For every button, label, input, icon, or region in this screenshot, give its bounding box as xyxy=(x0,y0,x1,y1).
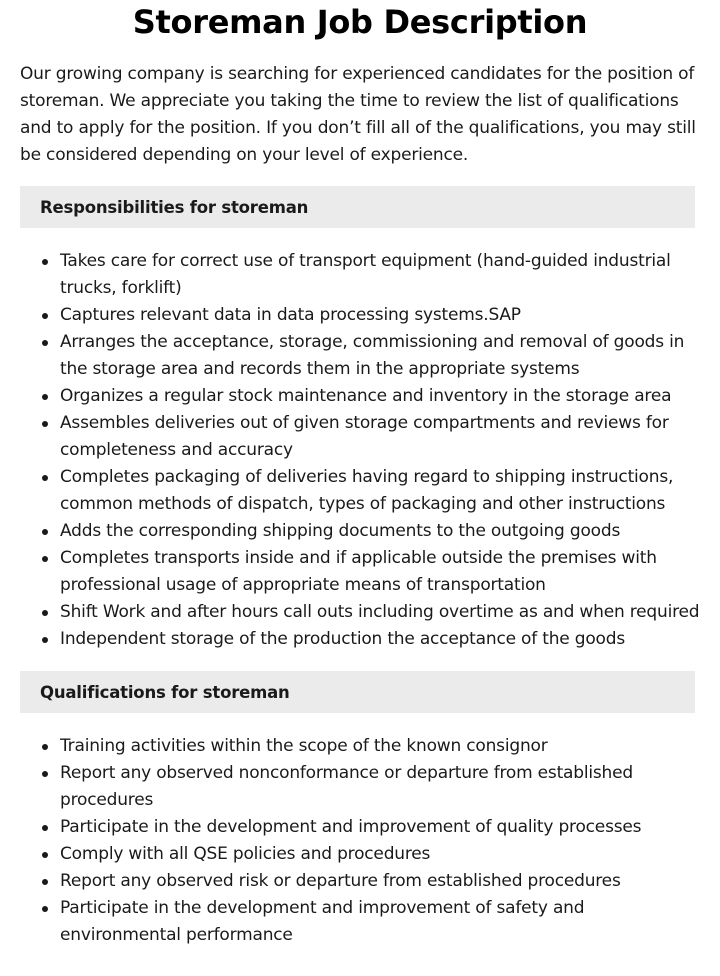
list-item xyxy=(60,760,700,814)
list-item xyxy=(60,383,700,410)
bullet-icon xyxy=(42,529,48,535)
list-item xyxy=(60,868,700,895)
list-item-text: Shift Work and after hours call outs including overtime as and when required xyxy=(60,602,700,622)
bullet-icon xyxy=(42,744,48,750)
bullet-icon xyxy=(42,313,48,319)
list-item xyxy=(60,410,700,464)
list-item xyxy=(60,464,700,518)
list-item-text: Participate in the development and improvement of safety and environmental performance xyxy=(60,898,585,945)
list-item-text: Comply with all QSE policies and procedures xyxy=(60,844,431,864)
list-item-text: Report any observed nonconformance or departure from established procedures xyxy=(60,763,633,810)
list-item xyxy=(60,733,700,760)
qualifications-header xyxy=(20,671,695,713)
bullet-icon xyxy=(42,852,48,858)
list-item-text: Assembles deliveries out of given storage compartments and reviews for completeness and accuracy xyxy=(60,413,669,460)
bullet-icon xyxy=(42,340,48,346)
list-item-text: Independent storage of the production the acceptance of the goods xyxy=(60,629,625,649)
list-item xyxy=(60,895,700,949)
list-item xyxy=(60,599,700,626)
bullet-icon xyxy=(42,556,48,562)
qualifications-list xyxy=(0,733,720,949)
list-item-text: Completes transports inside and if applicable outside the premises with professional usage of appropriate means of transportation xyxy=(60,548,657,595)
list-item xyxy=(60,626,700,653)
list-item xyxy=(60,329,700,383)
responsibilities-heading: Responsibilities for storeman xyxy=(40,197,309,217)
responsibilities-header xyxy=(20,186,695,228)
bullet-icon xyxy=(42,825,48,831)
bullet-icon xyxy=(42,906,48,912)
list-item-text: Participate in the development and improvement of quality processes xyxy=(60,817,642,837)
list-item xyxy=(60,302,700,329)
bullet-icon xyxy=(42,421,48,427)
bullet-icon xyxy=(42,637,48,643)
qualifications-heading: Qualifications for storeman xyxy=(40,682,290,702)
list-item xyxy=(60,545,700,599)
list-item-text: Captures relevant data in data processing systems.SAP xyxy=(60,305,521,325)
responsibilities-list xyxy=(0,248,720,653)
list-item xyxy=(60,248,700,302)
list-item-text: Report any observed risk or departure from established procedures xyxy=(60,871,621,891)
list-item-text: Organizes a regular stock maintenance and inventory in the storage area xyxy=(60,386,672,406)
page-title: Storeman Job Description xyxy=(132,3,588,41)
bullet-icon xyxy=(42,259,48,265)
list-item-text: Completes packaging of deliveries having regard to shipping instructions, common methods of dispatch, types of packaging and other instructions xyxy=(60,467,674,514)
bullet-icon xyxy=(42,771,48,777)
intro-paragraph: Our growing company is searching for experienced candidates for the position of storeman. We appreciate you taking the time to review the list of qualifications and to apply for the position. If you don’t fill all of the qualifications, you may still be considered depending on your level of experience. xyxy=(20,64,696,165)
list-item-text: Arranges the acceptance, storage, commissioning and removal of goods in the storage area and records them in the appropriate systems xyxy=(60,332,685,379)
bullet-icon xyxy=(42,879,48,885)
list-item xyxy=(60,518,700,545)
list-item xyxy=(60,841,700,868)
list-item-text: Adds the corresponding shipping documents to the outgoing goods xyxy=(60,521,621,541)
list-item xyxy=(60,814,700,841)
bullet-icon xyxy=(42,475,48,481)
bullet-icon xyxy=(42,394,48,400)
bullet-icon xyxy=(42,610,48,616)
list-item-text: Takes care for correct use of transport equipment (hand-guided industrial trucks, forklift) xyxy=(60,251,671,298)
list-item-text: Training activities within the scope of the known consignor xyxy=(60,736,548,756)
